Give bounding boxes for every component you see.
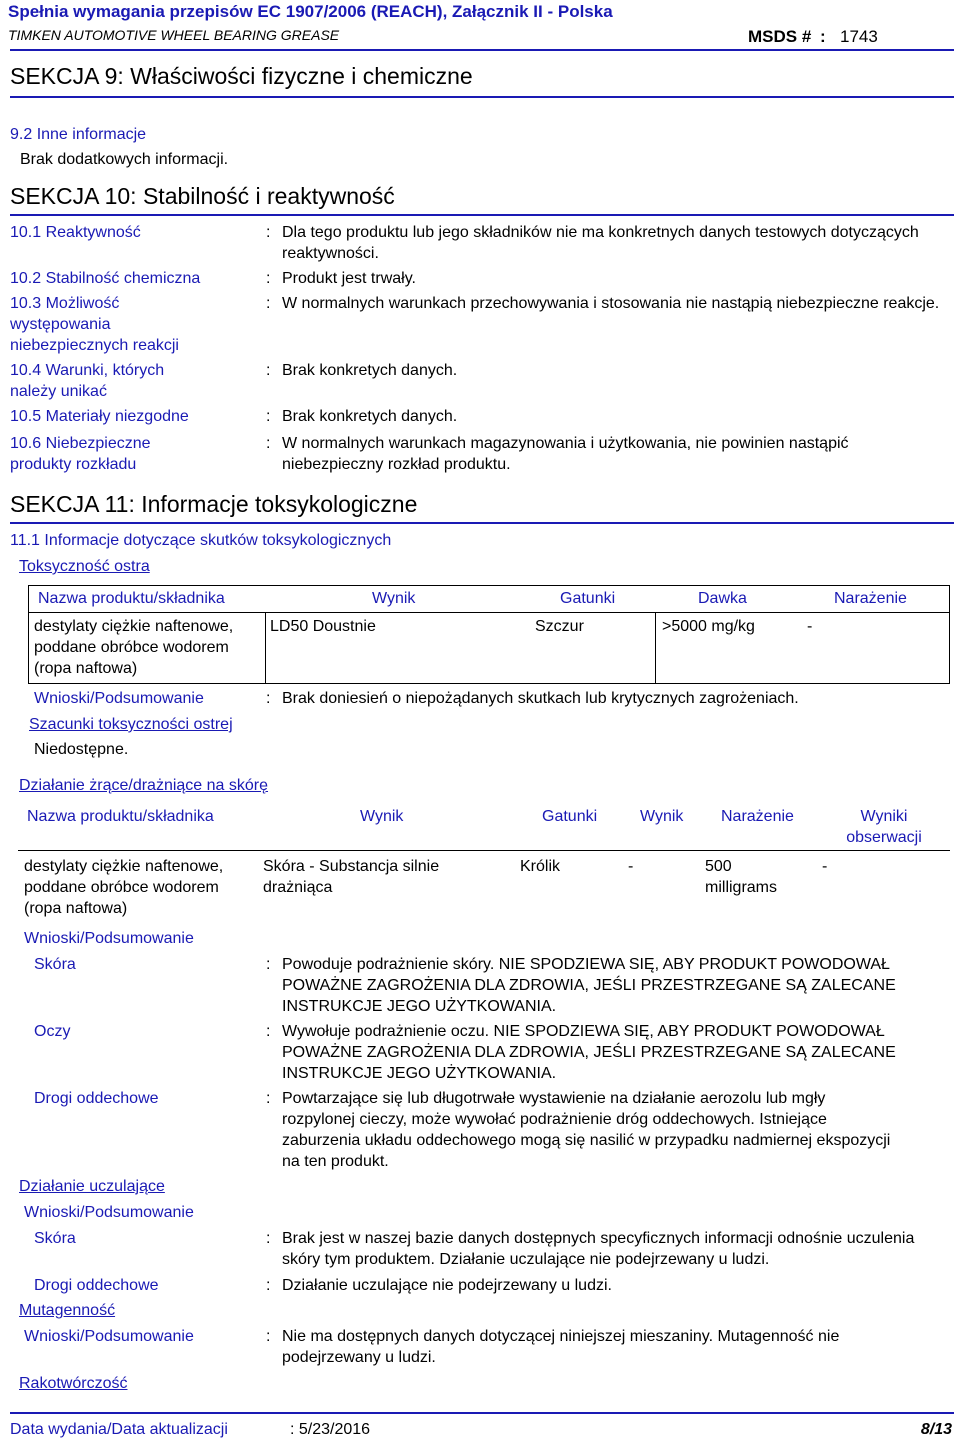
item-10-6-value: W normalnych warunkach magazynowania i użytkowania, nie powinien nastąpić niebezpieczny rozkład produktu. xyxy=(282,435,849,473)
carcinogenicity-heading: Rakotwórczość xyxy=(19,1375,128,1392)
irritation-respiratory-label: Drogi oddechowe xyxy=(34,1090,159,1107)
irritation-respiratory-value: Powtarzające się lub długotrwałe wystawienie na działanie aerozolu lub mgły rozpylonej cieczy, może wywołać podrażnienie dróg oddechowych. Istniejące zaburzenia układu oddechowego mogą się nasilić w przypadku nadmiernej ekspozycji na ten produkt. xyxy=(282,1090,891,1170)
sensitization-heading: Działanie uczulające xyxy=(19,1178,165,1195)
irritation-header-observations: Wyniki obserwacji xyxy=(846,808,922,846)
colon: : xyxy=(266,690,271,707)
irritation-header-result: Wynik xyxy=(360,808,404,825)
item-10-2-value: Produkt jest trwały. xyxy=(282,270,416,287)
section-9-2-title: 9.2 Inne informacje xyxy=(10,126,147,143)
irritation-cell-exposure: 500 milligrams xyxy=(705,858,777,896)
irritation-header-result-2: Wynik xyxy=(640,808,684,825)
colon: : xyxy=(266,1090,271,1107)
section-11-rule xyxy=(10,522,954,524)
acute-cell-result: LD50 Doustnie xyxy=(270,618,376,635)
acute-estimates-value: Niedostępne. xyxy=(34,741,129,758)
footer-date-value: : 5/23/2016 xyxy=(290,1421,371,1438)
acute-header-exposure: Narażenie xyxy=(834,590,907,607)
irritation-conclusion-label: Wnioski/Podsumowanie xyxy=(24,930,194,947)
acute-cell-name: destylaty ciężkie naftenowe, poddane obróbce wodorem (ropa naftowa) xyxy=(34,618,234,677)
sensitization-respiratory-label: Drogi oddechowe xyxy=(34,1277,159,1294)
acute-cell-dose: >5000 mg/kg xyxy=(662,618,755,635)
footer-date-label: Data wydania/Data aktualizacji xyxy=(10,1421,228,1438)
item-10-2-label: 10.2 Stabilność chemiczna xyxy=(10,270,201,287)
colon: : xyxy=(266,270,271,287)
msds-number: 1743 xyxy=(840,27,878,46)
item-10-3-label: 10.3 Możliwość występowania niebezpiecznych reakcji xyxy=(10,295,179,354)
section-9-2-text: Brak dodatkowych informacji. xyxy=(20,151,229,168)
section-9-title: SEKCJA 9: Właściwości fizyczne i chemiczne xyxy=(10,63,473,89)
sensitization-respiratory-value: Działanie uczulające nie podejrzewany u ludzi. xyxy=(282,1277,612,1294)
section-10-title: SEKCJA 10: Stabilność i reaktywność xyxy=(10,183,395,209)
irritation-cell-result: Skóra - Substancja silnie drażniąca xyxy=(263,858,440,896)
colon: : xyxy=(266,435,271,452)
acute-header-dose: Dawka xyxy=(698,590,747,607)
item-10-1-value: Dla tego produktu lub jego składników nie ma konkretnych danych testowych dotyczących reaktywności. xyxy=(282,224,919,262)
irritation-header-name: Nazwa produktu/składnika xyxy=(27,808,214,825)
acute-estimates-heading: Szacunki toksyczności ostrej xyxy=(29,716,233,733)
colon: : xyxy=(266,1023,271,1040)
colon: : xyxy=(266,1277,271,1294)
section-11-1-title: 11.1 Informacje dotyczące skutków toksykologicznych xyxy=(10,532,392,549)
section-11-title: SEKCJA 11: Informacje toksykologiczne xyxy=(10,491,418,517)
item-10-4-value: Brak konkretych danych. xyxy=(282,362,458,379)
acute-header-species: Gatunki xyxy=(560,590,616,607)
item-10-1-label: 10.1 Reaktywność xyxy=(10,224,141,241)
header-rule xyxy=(10,49,954,51)
item-10-6-label: 10.6 Niebezpieczne produkty rozkładu xyxy=(10,435,151,473)
acute-header-name: Nazwa produktu/składnika xyxy=(38,590,225,607)
acute-cell-exposure: - xyxy=(807,618,813,635)
footer-rule xyxy=(10,1412,954,1414)
irritation-table-rule xyxy=(18,850,950,851)
irritation-cell-result-2: - xyxy=(628,858,634,875)
acute-conclusion-value: Brak doniesień o niepożądanych skutkach lub krytycznych zagrożeniach. xyxy=(282,690,799,707)
irritation-header-species: Gatunki xyxy=(542,808,598,825)
irritation-skin-label: Skóra xyxy=(34,956,76,973)
colon: : xyxy=(266,956,271,973)
sensitization-skin-label: Skóra xyxy=(34,1230,76,1247)
colon: : xyxy=(266,295,271,312)
acute-table-col-divider xyxy=(265,612,266,684)
sensitization-conclusion-label: Wnioski/Podsumowanie xyxy=(24,1204,194,1221)
irritation-skin-value: Powoduje podrażnienie skóry. NIE SPODZIEWA SIĘ, ABY PRODUKT POWODOWAŁ POWAŻNE ZAGROŻENIA DLA ZDROWIA, JEŚLI PRZESTRZEGANE SĄ ZALECANE INSTRUKCJE JEGO UŻYTKOWANIA. xyxy=(282,956,896,1015)
irritation-cell-species: Królik xyxy=(520,858,561,875)
colon: : xyxy=(266,224,271,241)
item-10-3-value: W normalnych warunkach przechowywania i stosowania nie nastąpią niebezpieczne reakcje. xyxy=(282,295,940,312)
acute-cell-species: Szczur xyxy=(535,618,584,635)
irritation-cell-observations: - xyxy=(822,858,828,875)
item-10-5-label: 10.5 Materiały niezgodne xyxy=(10,408,189,425)
sensitization-skin-value: Brak jest w naszej bazie danych dostępnych specyficznych informacji odnośnie uczulenia skóry tym produktem. Działanie uczulające nie podejrzewany u ludzi. xyxy=(282,1230,915,1268)
product-name: TIMKEN AUTOMOTIVE WHEEL BEARING GREASE xyxy=(8,27,340,43)
irritation-eyes-label: Oczy xyxy=(34,1023,71,1040)
msds-colon: : xyxy=(820,27,826,46)
acute-toxicity-heading: Toksyczność ostra xyxy=(19,558,150,575)
mutagenicity-heading: Mutagenność xyxy=(19,1302,116,1319)
irritation-eyes-value: Wywołuje podrażnienie oczu. NIE SPODZIEWA SIĘ, ABY PRODUKT POWODOWAŁ POWAŻNE ZAGROŻENIA DLA ZDROWIA, JEŚLI PRZESTRZEGANE SĄ ZALECANE INSTRUKCJE JEGO UŻYTKOWANIA. xyxy=(282,1023,896,1082)
section-10-rule xyxy=(10,214,954,216)
item-10-4-label: 10.4 Warunki, których należy unikać xyxy=(10,362,165,400)
colon: : xyxy=(266,408,271,425)
msds-label: MSDS # xyxy=(748,27,812,46)
acute-table-header-rule xyxy=(28,612,950,613)
acute-conclusion-label: Wnioski/Podsumowanie xyxy=(34,690,204,707)
irritation-cell-name: destylaty ciężkie naftenowe, poddane obróbce wodorem (ropa naftowa) xyxy=(24,858,224,917)
item-10-5-value: Brak konkretych danych. xyxy=(282,408,458,425)
irritation-header-exposure: Narażenie xyxy=(721,808,794,825)
section-9-rule xyxy=(10,96,954,98)
colon: : xyxy=(266,1328,271,1345)
colon: : xyxy=(266,362,271,379)
mutagenicity-conclusion-label: Wnioski/Podsumowanie xyxy=(24,1328,194,1345)
footer-page-number: 8/13 xyxy=(920,1421,952,1438)
acute-header-result: Wynik xyxy=(372,590,416,607)
irritation-heading: Działanie żrące/drażniące na skórę xyxy=(19,777,269,794)
acute-table-col-divider xyxy=(655,612,656,684)
colon: : xyxy=(266,1230,271,1247)
mutagenicity-value: Nie ma dostępnych danych dotyczącej niniejszej mieszaniny. Mutagenność nie podejrzewany u ludzi. xyxy=(282,1328,840,1366)
regulation-header: Spełnia wymagania przepisów EC 1907/2006 (REACH), Załącznik II - Polska xyxy=(8,2,613,21)
